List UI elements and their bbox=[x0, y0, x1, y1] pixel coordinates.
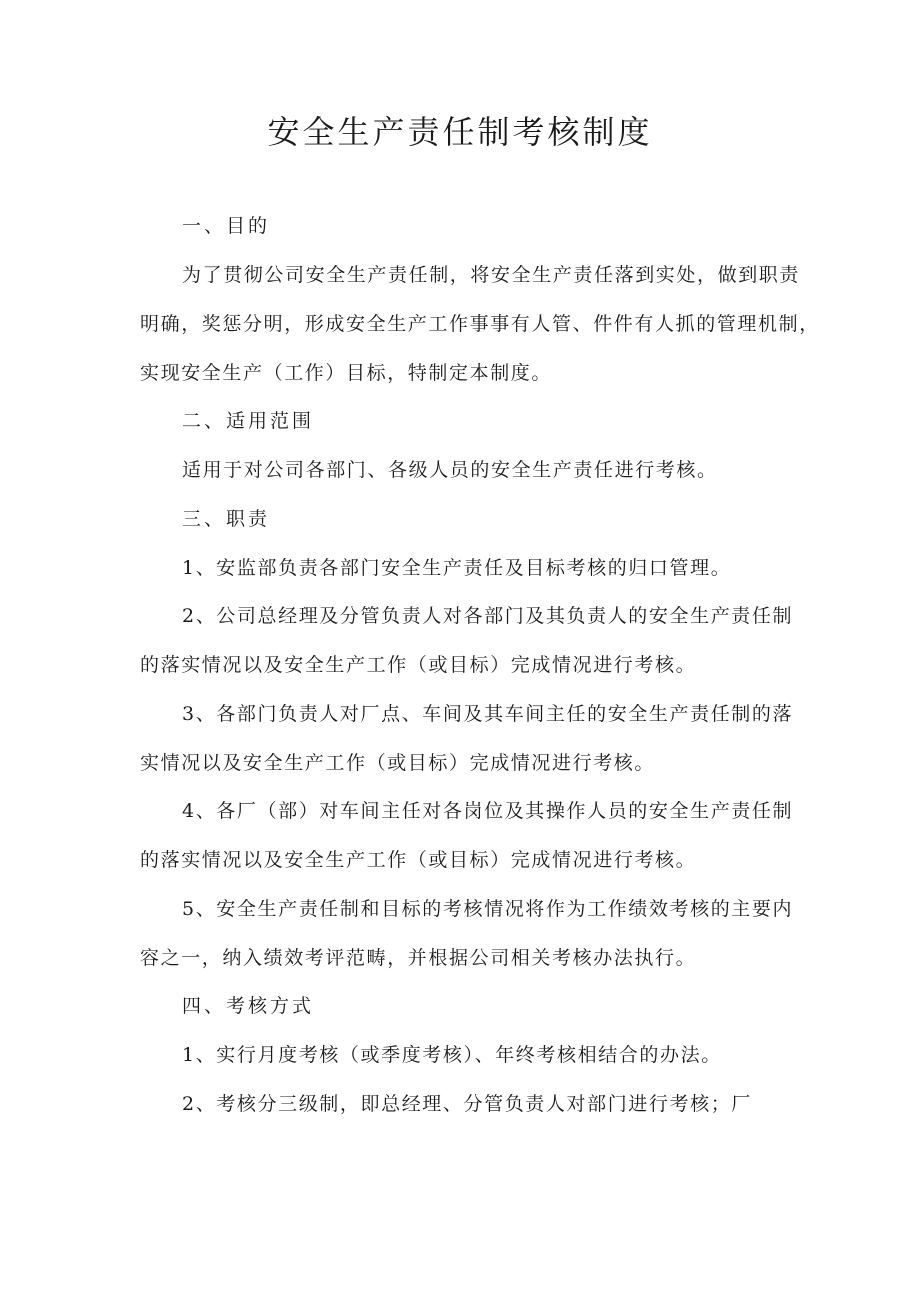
document-title: 安全生产责任制考核制度 bbox=[267, 113, 653, 151]
list-item-line: 容之一，纳入绩效考评范畴，并根据公司相关考核办法执行。 bbox=[140, 947, 697, 969]
list-item-line: 4、各厂（部）对车间主任对各岗位及其操作人员的安全生产责任制 bbox=[182, 800, 794, 822]
list-item-line: 的落实情况以及安全生产工作（或目标）完成情况进行考核。 bbox=[140, 849, 697, 871]
list-item-line: 实情况以及安全生产工作（或目标）完成情况进行考核。 bbox=[140, 752, 656, 774]
list-item-line: 2、考核分三级制，即总经理、分管负责人对部门进行考核；厂 bbox=[182, 1093, 752, 1115]
section-heading-purpose: 一、目的 bbox=[182, 215, 271, 237]
list-item-line: 1、实行月度考核（或季度考核）、年终考核相结合的办法。 bbox=[182, 1044, 722, 1066]
section-heading-method: 四、考核方式 bbox=[182, 995, 315, 1017]
section-heading-scope: 二、适用范围 bbox=[182, 410, 315, 432]
list-item-line: 3、各部门负责人对厂点、车间及其车间主任的安全生产责任制的落 bbox=[182, 703, 794, 725]
list-item-line: 2、公司总经理及分管负责人对各部门及其负责人的安全生产责任制 bbox=[182, 605, 794, 627]
list-item-line: 5、安全生产责任制和目标的考核情况将作为工作绩效考核的主要内 bbox=[182, 898, 794, 920]
paragraph-line: 明确，奖惩分明，形成安全生产工作事事有人管、件件有人抓的管理机制， bbox=[140, 313, 820, 335]
list-item-line: 的落实情况以及安全生产工作（或目标）完成情况进行考核。 bbox=[140, 654, 697, 676]
section-heading-responsibilities: 三、职责 bbox=[182, 508, 271, 530]
paragraph-line: 适用于对公司各部门、各级人员的安全生产责任进行考核。 bbox=[182, 459, 718, 481]
list-item-line: 1、安监部负责各部门安全生产责任及目标考核的归口管理。 bbox=[182, 557, 732, 579]
paragraph-line: 实现安全生产（工作）目标，特制定本制度。 bbox=[140, 362, 553, 384]
paragraph-line: 为了贯彻公司安全生产责任制，将安全生产责任落到实处，做到职责 bbox=[182, 264, 801, 286]
